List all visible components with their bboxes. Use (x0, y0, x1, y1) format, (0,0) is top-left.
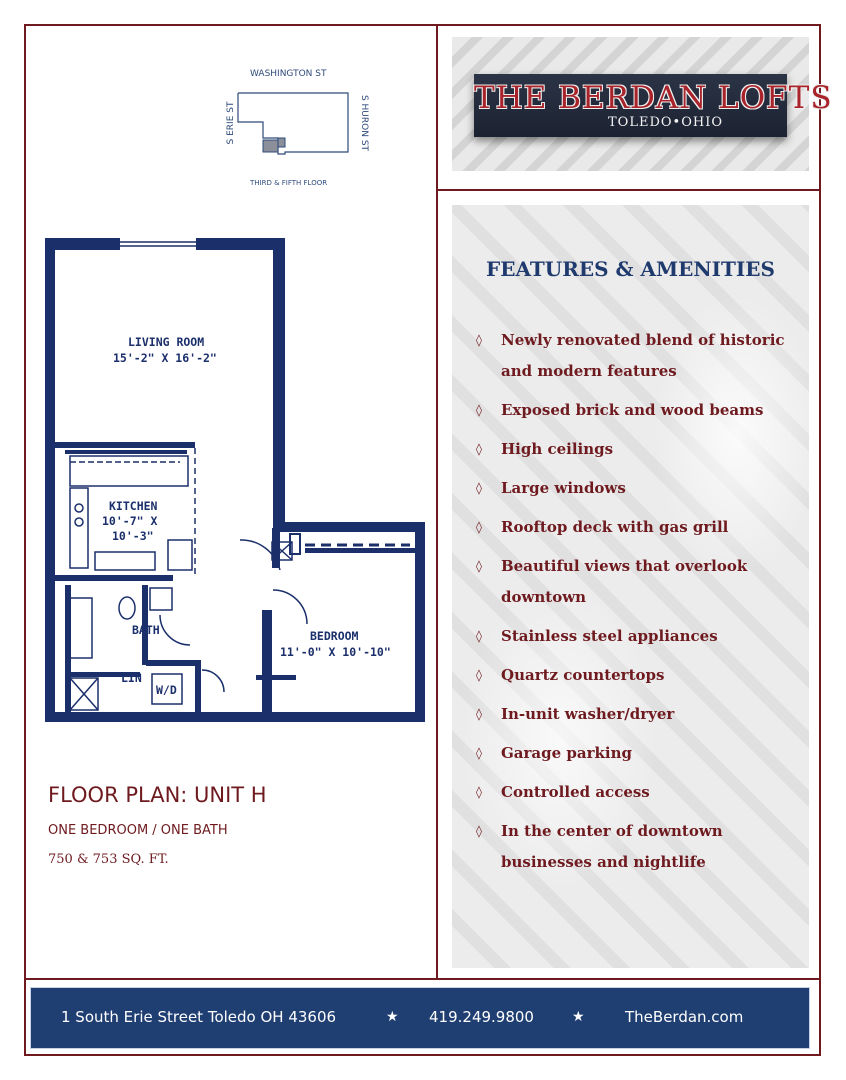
column-divider (436, 24, 438, 980)
feature-text: In-unit washer/dryer (501, 705, 675, 723)
features-panel (452, 205, 809, 968)
feature-item (476, 816, 801, 878)
feature-item (476, 325, 801, 387)
feature-text: Garage parking (501, 744, 633, 762)
floor-plan-fixtures (70, 242, 410, 710)
feature-item (476, 621, 801, 652)
west-street-label: S ERIE ST (226, 101, 236, 145)
washer-dryer-label: W/D (156, 683, 177, 697)
diamond-bullet-icon: ◊ (476, 520, 482, 534)
star-icon: ★ (386, 1009, 399, 1025)
logo-subtitle: TOLEDO•OHIO (608, 115, 723, 130)
feature-text: Stainless steel appliances (501, 627, 718, 645)
north-street-label: WASHINGTON ST (250, 69, 327, 79)
kitchen-label: KITCHEN (109, 499, 158, 513)
star-icon: ★ (572, 1009, 585, 1025)
logo-panel (452, 37, 833, 171)
feature-text: Beautiful views that overlook (501, 557, 748, 575)
feature-item (476, 738, 801, 769)
feature-text: High ceilings (501, 440, 614, 458)
logo-title: THE BERDAN LOFTS (474, 80, 833, 116)
website-link[interactable]: TheBerdan.com (625, 1008, 744, 1026)
features-list (476, 325, 801, 886)
feature-text: and modern features (501, 362, 677, 380)
logo-divider (436, 189, 821, 191)
feature-text: businesses and nightlife (501, 853, 706, 871)
diamond-bullet-icon: ◊ (476, 442, 482, 456)
kitchen-size-2: 10'-3" (112, 529, 154, 543)
site-map (210, 60, 390, 195)
diamond-bullet-icon: ◊ (476, 481, 482, 495)
brand-logo (474, 74, 833, 137)
bedroom-size: 11'-0" X 10'-10" (280, 645, 391, 659)
floor-label: THIRD & FIFTH FLOOR (250, 179, 328, 187)
east-street-label: S HURON ST (359, 94, 369, 152)
feature-text: Newly renovated blend of historic (501, 331, 785, 349)
unit-type: ONE BEDROOM / ONE BATH (48, 823, 228, 838)
address-text: 1 South Erie Street Toledo OH 43606 (61, 1008, 337, 1026)
diamond-bullet-icon: ◊ (476, 707, 482, 721)
feature-text: Large windows (501, 479, 626, 497)
feature-text: Quartz countertops (501, 666, 665, 684)
living-room-label: LIVING ROOM (128, 335, 205, 349)
feature-item (476, 473, 801, 504)
feature-text: Rooftop deck with gas grill (501, 518, 729, 536)
feature-item (476, 660, 801, 691)
floor-plan-title: FLOOR PLAN: UNIT H (48, 783, 267, 807)
diamond-bullet-icon: ◊ (476, 824, 482, 838)
diamond-bullet-icon: ◊ (476, 785, 482, 799)
feature-item (476, 395, 801, 426)
feature-item (476, 777, 801, 808)
contact-footer (30, 987, 810, 1049)
feature-text: downtown (501, 588, 587, 606)
feature-text: Exposed brick and wood beams (501, 401, 764, 419)
bath-label: BATH (132, 623, 160, 637)
feature-item (476, 434, 801, 465)
diamond-bullet-icon: ◊ (476, 629, 482, 643)
diamond-bullet-icon: ◊ (476, 333, 482, 347)
living-room-size: 15'-2" X 16'-2" (113, 351, 217, 365)
feature-item (476, 551, 801, 613)
bedroom-label: BEDROOM (310, 629, 359, 643)
floor-plan-drawing (40, 230, 435, 730)
diamond-bullet-icon: ◊ (476, 403, 482, 417)
feature-text: In the center of downtown (501, 822, 723, 840)
footer-divider (24, 978, 821, 980)
linen-label: LIN (121, 671, 142, 685)
phone-link[interactable]: 419.249.9800 (429, 1008, 534, 1026)
feature-item (476, 699, 801, 730)
diamond-bullet-icon: ◊ (476, 668, 482, 682)
diamond-bullet-icon: ◊ (476, 746, 482, 760)
square-footage: 750 & 753 SQ. FT. (48, 852, 169, 867)
features-heading: FEATURES & AMENITIES (486, 257, 775, 281)
kitchen-size-1: 10'-7" X (102, 514, 158, 528)
feature-item (476, 512, 801, 543)
diamond-bullet-icon: ◊ (476, 559, 482, 573)
feature-text: Controlled access (501, 783, 650, 801)
